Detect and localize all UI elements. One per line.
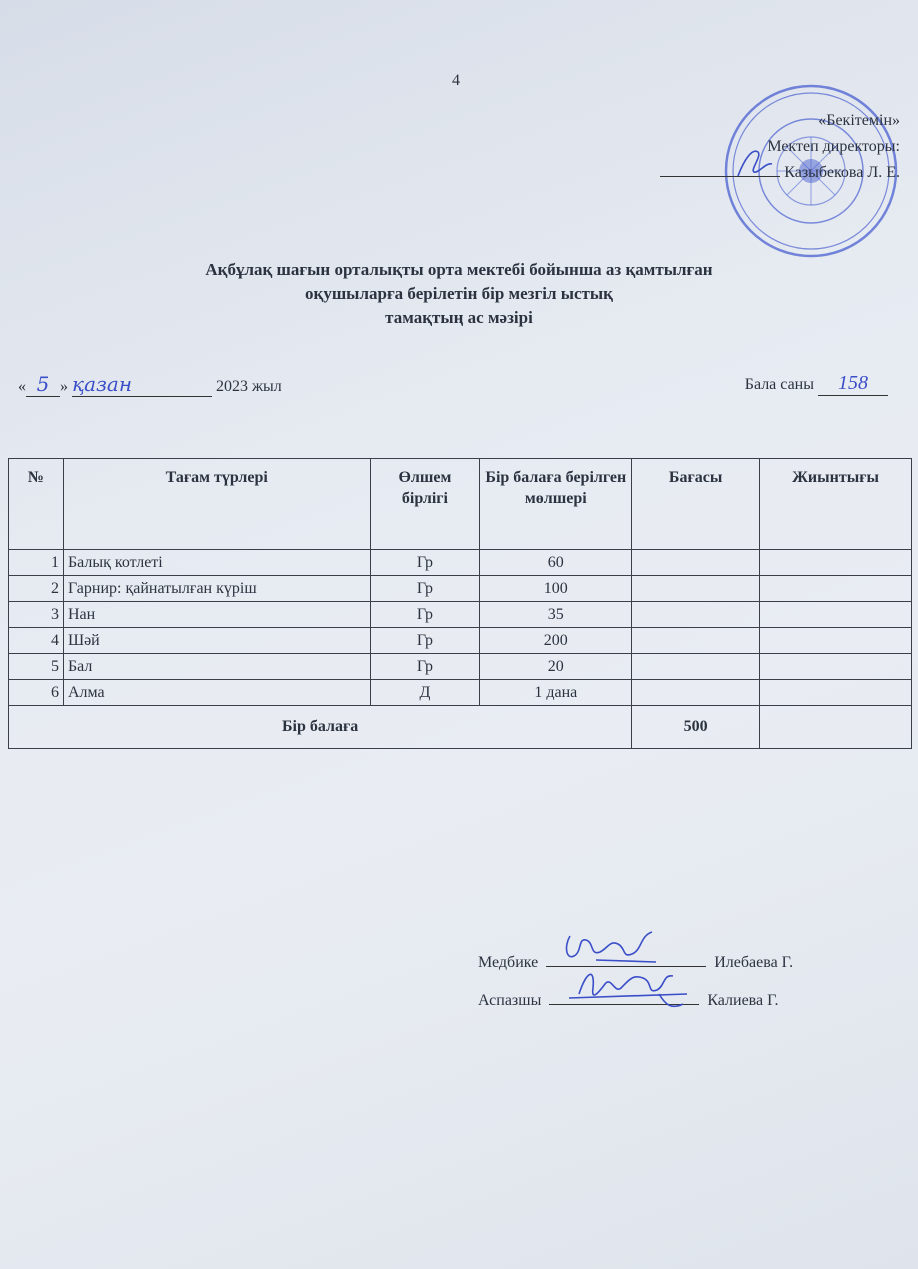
row-no: 5 [9, 654, 64, 680]
row-total [760, 680, 912, 706]
row-unit: Гр [370, 550, 480, 576]
row-total [760, 602, 912, 628]
page-number: 4 [452, 72, 460, 89]
row-total [760, 654, 912, 680]
row-no: 3 [9, 602, 64, 628]
title-line-3: тамақтың ас мәзірі [385, 308, 533, 327]
director-signature-mark [730, 142, 780, 182]
cook-signature-line [478, 990, 779, 1010]
children-count-label: Бала саны [744, 376, 814, 393]
date-day: 5 [26, 372, 60, 397]
row-dish: Балық котлеті [63, 550, 370, 576]
row-amount: 35 [480, 602, 632, 628]
total-sum-cell [760, 706, 912, 749]
header-price: Бағасы [632, 459, 760, 550]
row-amount: 100 [480, 576, 632, 602]
table-row [9, 576, 912, 602]
date-open-quote: « [18, 378, 26, 395]
header-unit: Өлшем бірлігі [370, 459, 480, 550]
nurse-name: Илебаева Г. [714, 954, 794, 971]
row-dish: Шәй [63, 628, 370, 654]
date-month: қазан [72, 372, 212, 397]
cook-signature [549, 990, 699, 1005]
children-count-value: 158 [818, 372, 888, 396]
table-row [9, 550, 912, 576]
cook-name: Калиева Г. [707, 992, 779, 1009]
row-price [632, 654, 760, 680]
row-amount: 200 [480, 628, 632, 654]
table-row [9, 602, 912, 628]
table-header-row [9, 459, 912, 550]
title-line-1: Ақбұлақ шағын орталықты орта мектебі бойынша аз қамтылған [205, 260, 713, 279]
row-total [760, 576, 912, 602]
menu-table [8, 458, 912, 749]
row-no: 2 [9, 576, 64, 602]
table-row [9, 680, 912, 706]
cook-signature-mark [559, 964, 699, 1020]
row-unit: Гр [370, 576, 480, 602]
cook-label: Аспазшы [478, 992, 542, 1009]
row-unit: Гр [370, 602, 480, 628]
row-dish: Бал [63, 654, 370, 680]
row-unit: Гр [370, 628, 480, 654]
row-price [632, 680, 760, 706]
row-no: 1 [9, 550, 64, 576]
approval-position: Мектеп директоры: [767, 138, 900, 155]
row-no: 6 [9, 680, 64, 706]
director-signature-line [660, 160, 900, 186]
date-year: 2023 жыл [216, 378, 282, 395]
row-price [632, 628, 760, 654]
row-price [632, 602, 760, 628]
table-row [9, 654, 912, 680]
row-amount: 1 дана [480, 680, 632, 706]
table-row [9, 628, 912, 654]
row-unit: Д [370, 680, 480, 706]
row-no: 4 [9, 628, 64, 654]
nurse-label: Медбике [478, 954, 539, 971]
date-close-quote: » [60, 378, 68, 395]
total-row [9, 706, 912, 749]
row-total [760, 550, 912, 576]
total-value: 500 [632, 706, 760, 749]
row-amount: 60 [480, 550, 632, 576]
document-title [0, 258, 918, 330]
approval-label: «Бекітемін» [818, 112, 900, 129]
row-price [632, 550, 760, 576]
title-line-2: оқушыларға берілетін бір мезгіл ыстық [305, 284, 613, 303]
header-amount: Бір балаға берілген мөлшері [480, 459, 632, 550]
header-dish: Тағам түрлері [63, 459, 370, 550]
row-amount: 20 [480, 654, 632, 680]
header-total: Жиынтығы [760, 459, 912, 550]
row-unit: Гр [370, 654, 480, 680]
row-total [760, 628, 912, 654]
approval-block [660, 108, 900, 186]
total-label: Бір балаға [9, 706, 632, 749]
director-name: Казыбекова Л. Е. [784, 164, 900, 181]
row-dish: Нан [63, 602, 370, 628]
children-count [745, 372, 888, 396]
row-price [632, 576, 760, 602]
director-signature [660, 160, 780, 177]
row-dish: Гарнир: қайнатылған күріш [63, 576, 370, 602]
date-line [18, 372, 282, 397]
row-dish: Алма [63, 680, 370, 706]
header-no: № [9, 459, 64, 550]
